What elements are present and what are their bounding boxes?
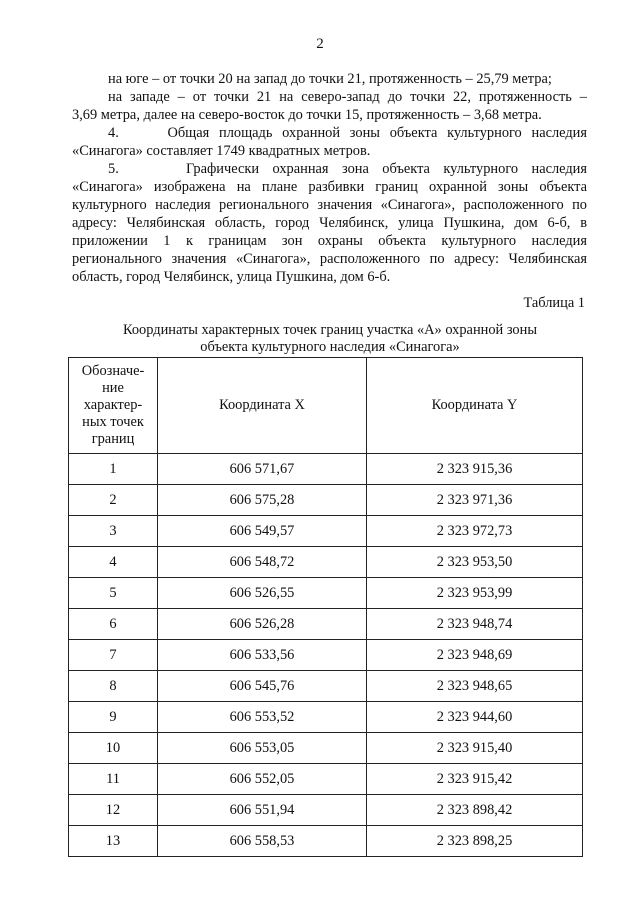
cell-point-number: 2: [69, 485, 158, 516]
cell-coordinate-x: 606 553,05: [158, 733, 367, 764]
text-line: 3,69 метра, далее на северо-восток до точки 15, протяженность – 3,68 метра.: [72, 107, 542, 123]
paragraph-south: [72, 70, 587, 88]
paragraph-item-5: [72, 160, 587, 286]
cell-coordinate-x: 606 571,67: [158, 454, 367, 485]
cell-coordinate-y: 2 323 948,74: [367, 609, 583, 640]
cell-coordinate-x: 606 548,72: [158, 547, 367, 578]
cell-point-number: 5: [69, 578, 158, 609]
cell-coordinate-x: 606 552,05: [158, 764, 367, 795]
text-line: адресу: Челябинская область, город Челябинск, улица Пушкина, дом 6-б, в: [72, 215, 587, 231]
cell-point-number: 3: [69, 516, 158, 547]
cell-coordinate-y: 2 323 971,36: [367, 485, 583, 516]
cell-coordinate-x: 606 533,56: [158, 640, 367, 671]
table-label: Таблица 1: [523, 295, 585, 311]
cell-coordinate-x: 606 553,52: [158, 702, 367, 733]
cell-coordinate-y: 2 323 948,65: [367, 671, 583, 702]
table-row: [69, 454, 583, 485]
text-line: культурного наследия регионального значения «Синагога», расположенного по: [72, 197, 587, 213]
table-row: [69, 795, 583, 826]
cell-point-number: 9: [69, 702, 158, 733]
table-row: [69, 640, 583, 671]
cell-point-number: 1: [69, 454, 158, 485]
text-line: на западе – от точки 21 на северо-запад до точки 22, протяженность –: [108, 89, 587, 105]
header-coordinate-y: Координата Y: [367, 358, 583, 454]
cell-coordinate-y: 2 323 915,42: [367, 764, 583, 795]
cell-coordinate-x: 606 551,94: [158, 795, 367, 826]
cell-point-number: 12: [69, 795, 158, 826]
table-row: [69, 547, 583, 578]
cell-coordinate-y: 2 323 915,36: [367, 454, 583, 485]
cell-point-number: 13: [69, 826, 158, 857]
table-row: [69, 485, 583, 516]
table-title-line: объекта культурного наследия «Синагога»: [200, 339, 460, 355]
text-line: 5. Графически охранная зона объекта культурного наследия: [108, 161, 587, 177]
table-row: [69, 516, 583, 547]
cell-coordinate-x: 606 549,57: [158, 516, 367, 547]
table-title: [90, 322, 570, 356]
paragraph-west: [72, 88, 587, 124]
table-title-line: Координаты характерных точек границ участка «А» охранной зоны: [122, 322, 538, 338]
header-point-designation: Обозначе- ние характер- ных точек границ: [69, 358, 158, 454]
cell-coordinate-y: 2 323 953,50: [367, 547, 583, 578]
text-line: регионального значения «Синагога», расположенного по адресу: Челябинская: [72, 251, 587, 267]
coordinates-table: [68, 357, 583, 857]
table-row: [69, 702, 583, 733]
table-header-row: [69, 358, 583, 454]
cell-point-number: 10: [69, 733, 158, 764]
text-line: приложении 1 к границам зон охраны объекта культурного наследия: [72, 233, 587, 249]
cell-point-number: 4: [69, 547, 158, 578]
text-line: 4. Общая площадь охранной зоны объекта культурного наследия: [108, 125, 587, 141]
cell-coordinate-y: 2 323 953,99: [367, 578, 583, 609]
cell-coordinate-x: 606 545,76: [158, 671, 367, 702]
text-line: «Синагога» изображена на плане разбивки границ охранной зоны объекта: [72, 179, 587, 195]
cell-coordinate-y: 2 323 915,40: [367, 733, 583, 764]
text-line: область, город Челябинск, улица Пушкина, дом 6-б.: [72, 269, 391, 285]
cell-coordinate-y: 2 323 898,25: [367, 826, 583, 857]
cell-coordinate-y: 2 323 898,42: [367, 795, 583, 826]
table-row: [69, 671, 583, 702]
cell-coordinate-y: 2 323 944,60: [367, 702, 583, 733]
table-row: [69, 609, 583, 640]
cell-point-number: 8: [69, 671, 158, 702]
table-row: [69, 578, 583, 609]
cell-coordinate-x: 606 526,55: [158, 578, 367, 609]
header-coordinate-x: Координата X: [158, 358, 367, 454]
text-line: «Синагога» составляет 1749 квадратных метров.: [72, 143, 371, 159]
cell-point-number: 11: [69, 764, 158, 795]
page-number: 2: [316, 36, 324, 52]
cell-coordinate-y: 2 323 972,73: [367, 516, 583, 547]
cell-coordinate-y: 2 323 948,69: [367, 640, 583, 671]
cell-coordinate-x: 606 526,28: [158, 609, 367, 640]
cell-coordinate-x: 606 558,53: [158, 826, 367, 857]
cell-coordinate-x: 606 575,28: [158, 485, 367, 516]
text-line: на юге – от точки 20 на запад до точки 21, протяженность – 25,79 метра;: [108, 71, 552, 87]
table-row: [69, 764, 583, 795]
table-row: [69, 826, 583, 857]
cell-point-number: 7: [69, 640, 158, 671]
paragraph-item-4: [72, 124, 587, 160]
table-row: [69, 733, 583, 764]
cell-point-number: 6: [69, 609, 158, 640]
